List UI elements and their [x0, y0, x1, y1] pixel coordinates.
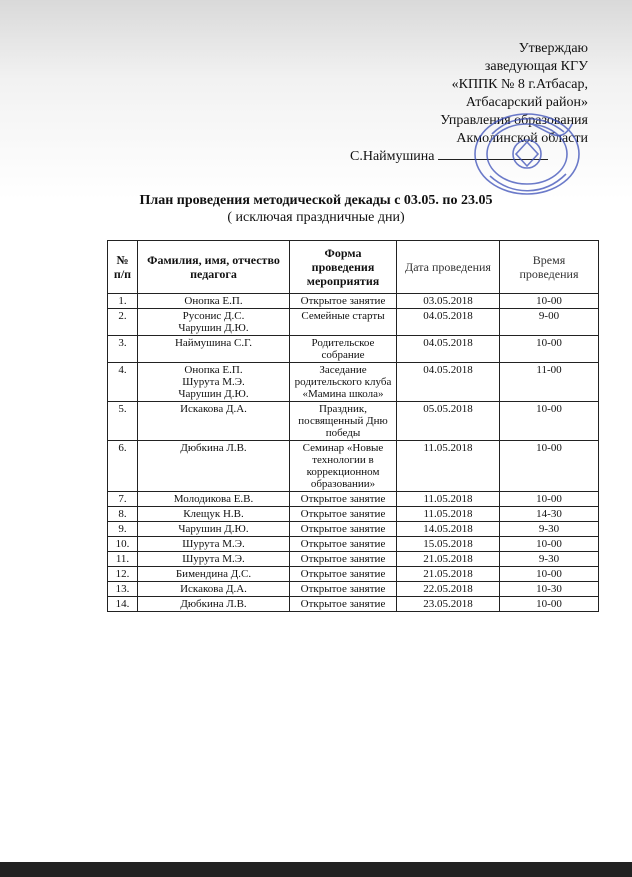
cell-time: 10-00: [500, 402, 599, 441]
approval-line: Акмолинской области: [456, 131, 588, 146]
table-row: [108, 522, 599, 537]
cell-num: 10.: [108, 537, 138, 552]
cell-form: Открытое занятие: [290, 567, 397, 582]
cell-date: 04.05.2018: [397, 309, 500, 336]
round-seal-stamp-icon: [472, 104, 582, 196]
table-row: [108, 552, 599, 567]
table-row: [108, 309, 599, 336]
table-row: [108, 402, 599, 441]
cell-date: 05.05.2018: [397, 402, 500, 441]
cell-date: 03.05.2018: [397, 294, 500, 309]
header-num: № п/п: [108, 241, 138, 294]
cell-time: 9-00: [500, 309, 599, 336]
cell-num: 13.: [108, 582, 138, 597]
table-row: [108, 567, 599, 582]
cell-num: 4.: [108, 363, 138, 402]
cell-num: 8.: [108, 507, 138, 522]
cell-name: Клещук Н.В.: [138, 507, 290, 522]
header-name: Фамилия, имя, отчество педагога: [138, 241, 290, 294]
cell-time: 10-00: [500, 336, 599, 363]
document-heading: [0, 192, 632, 226]
cell-form: Родительское собрание: [290, 336, 397, 363]
cell-name: Молодикова Е.В.: [138, 492, 290, 507]
cell-form: Праздник, посвященный Дню победы: [290, 402, 397, 441]
header-date: Дата проведения: [397, 241, 500, 294]
cell-form: Открытое занятие: [290, 537, 397, 552]
table-header-row: [108, 241, 599, 294]
cell-name: Шурута М.Э.: [138, 552, 290, 567]
cell-num: 12.: [108, 567, 138, 582]
header-time: Время проведения: [500, 241, 599, 294]
table-row: [108, 537, 599, 552]
table-row: [108, 441, 599, 492]
cell-form: Заседание родительского клуба «Мамина школа»: [290, 363, 397, 402]
signature-name: С.Наймушина: [350, 149, 435, 164]
cell-name: Дюбкина Л.В.: [138, 597, 290, 612]
document-subtitle: ( исключая праздничные дни): [227, 210, 405, 225]
cell-time: 11-00: [500, 363, 599, 402]
cell-date: 11.05.2018: [397, 441, 500, 492]
cell-form: Открытое занятие: [290, 294, 397, 309]
cell-num: 5.: [108, 402, 138, 441]
table-row: [108, 582, 599, 597]
cell-name: Дюбкина Л.В.: [138, 441, 290, 492]
cell-time: 10-30: [500, 582, 599, 597]
scan-edge: [0, 862, 632, 877]
approval-line: Атбасарский район»: [465, 95, 588, 110]
approval-line: «КППК № 8 г.Атбасар,: [451, 77, 588, 92]
cell-name: Чарушин Д.Ю.: [138, 522, 290, 537]
cell-date: 04.05.2018: [397, 336, 500, 363]
cell-num: 6.: [108, 441, 138, 492]
cell-name: Искакова Д.А.: [138, 402, 290, 441]
cell-time: 10-00: [500, 492, 599, 507]
cell-form: Открытое занятие: [290, 492, 397, 507]
cell-form: Открытое занятие: [290, 597, 397, 612]
cell-name: Наймушина С.Г.: [138, 336, 290, 363]
cell-date: 11.05.2018: [397, 492, 500, 507]
cell-time: 9-30: [500, 552, 599, 567]
cell-time: 9-30: [500, 522, 599, 537]
cell-time: 14-30: [500, 507, 599, 522]
approval-line: Управления образования: [440, 113, 588, 128]
cell-time: 10-00: [500, 294, 599, 309]
cell-date: 15.05.2018: [397, 537, 500, 552]
cell-time: 10-00: [500, 441, 599, 492]
header-form: Форма проведения мероприятия: [290, 241, 397, 294]
table-row: [108, 294, 599, 309]
cell-time: 10-00: [500, 537, 599, 552]
cell-name: Русонис Д.С. Чарушин Д.Ю.: [138, 309, 290, 336]
cell-name: Бимендина Д.С.: [138, 567, 290, 582]
table-row: [108, 597, 599, 612]
schedule-table: [107, 240, 599, 612]
cell-num: 3.: [108, 336, 138, 363]
cell-form: Семинар «Новые технологии в коррекционном образовании»: [290, 441, 397, 492]
cell-num: 1.: [108, 294, 138, 309]
table-row: [108, 507, 599, 522]
cell-date: 21.05.2018: [397, 552, 500, 567]
approval-line: Утверждаю: [518, 41, 588, 56]
cell-num: 11.: [108, 552, 138, 567]
cell-name: Онопка Е.П. Шурута М.Э. Чарушин Д.Ю.: [138, 363, 290, 402]
cell-date: 11.05.2018: [397, 507, 500, 522]
cell-num: 7.: [108, 492, 138, 507]
cell-date: 14.05.2018: [397, 522, 500, 537]
table-row: [108, 492, 599, 507]
table-body: [108, 294, 599, 612]
cell-form: Открытое занятие: [290, 507, 397, 522]
cell-name: Искакова Д.А.: [138, 582, 290, 597]
cell-date: 22.05.2018: [397, 582, 500, 597]
cell-date: 21.05.2018: [397, 567, 500, 582]
cell-name: Шурута М.Э.: [138, 537, 290, 552]
cell-form: Открытое занятие: [290, 552, 397, 567]
cell-form: Семейные старты: [290, 309, 397, 336]
cell-time: 10-00: [500, 597, 599, 612]
cell-date: 04.05.2018: [397, 363, 500, 402]
cell-num: 2.: [108, 309, 138, 336]
table-row: [108, 336, 599, 363]
cell-form: Открытое занятие: [290, 582, 397, 597]
cell-form: Открытое занятие: [290, 522, 397, 537]
cell-date: 23.05.2018: [397, 597, 500, 612]
table-row: [108, 363, 599, 402]
cell-name: Онопка Е.П.: [138, 294, 290, 309]
cell-time: 10-00: [500, 567, 599, 582]
document-title: План проведения методической декады с 03.05. по 23.05: [139, 193, 493, 208]
approval-line: заведующая КГУ: [484, 59, 588, 74]
cell-num: 9.: [108, 522, 138, 537]
cell-num: 14.: [108, 597, 138, 612]
